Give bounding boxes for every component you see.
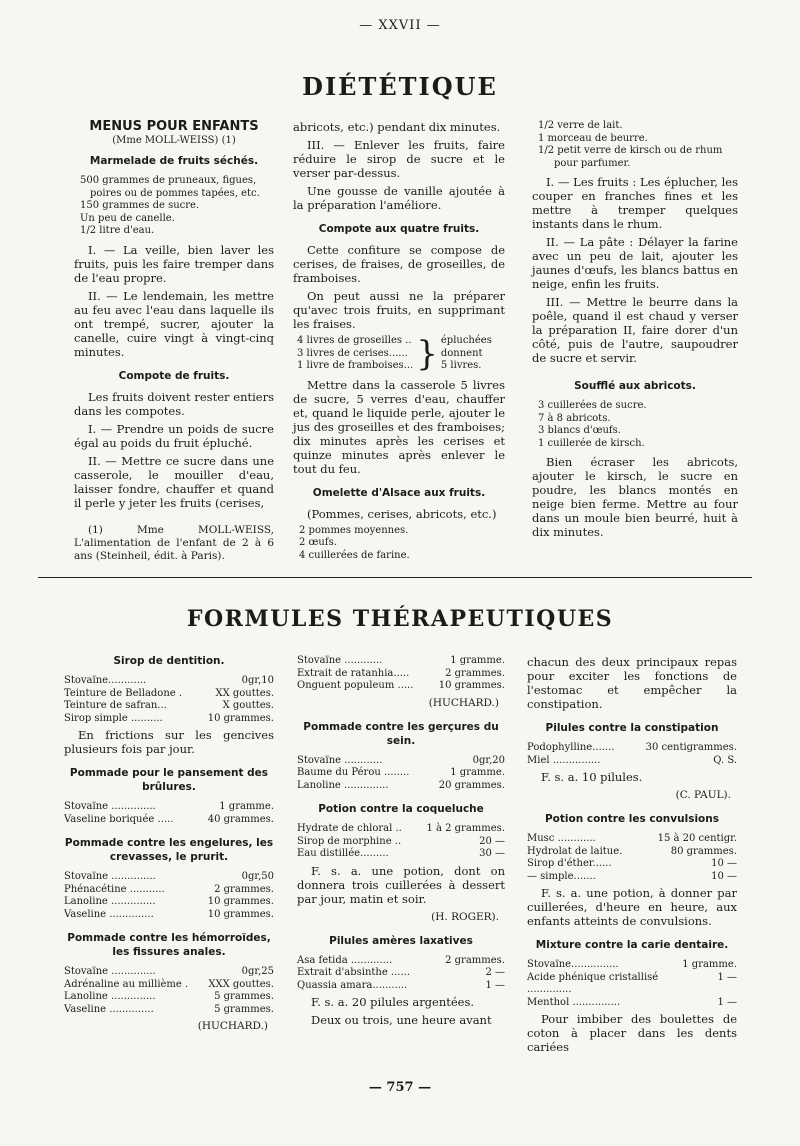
- formula-row: [297, 836, 505, 849]
- formula-row: [64, 713, 274, 726]
- formula-ingredient: Lanoline ..............: [64, 991, 156, 1002]
- top-formula: [297, 655, 505, 693]
- formula-quantity: 10 grammes.: [438, 680, 505, 691]
- ingredient: 1/2 verre de lait.: [538, 120, 623, 131]
- gercures-formula: [297, 755, 505, 793]
- menus-subtitle: (Mme MOLL-WEISS) (1): [112, 135, 236, 146]
- pilules-formula: [297, 955, 505, 993]
- formula-row: [64, 1004, 274, 1017]
- formula-ingredient: Sirop de morphine ..: [297, 835, 402, 847]
- formula-quantity: 2 grammes.: [445, 954, 505, 966]
- formules-title: FORMULES THÉRAPEUTIQUES: [186, 606, 614, 632]
- formula-quantity: 2 grammes.: [214, 883, 274, 895]
- formules-col-3: [527, 655, 737, 1058]
- formula-row: [64, 966, 274, 979]
- quatre-fruits-p2: On peut aussi ne la préparer qu'avec trois fruits, en supprimant les fraises.: [293, 289, 505, 331]
- marmelade-step-2: II. — Le lendemain, les mettre au feu avec l'eau dans laquelle ils ont trempé, sucrer, ajouter la canelle, cuire vingt à vingt-cinq minutes.: [74, 288, 274, 359]
- compote-step-3: III. — Enlever les fruits, faire réduire le sirop de sucre et le verser par-dessus.: [293, 138, 505, 180]
- formula-ingredient: Asa fetida .............: [297, 954, 393, 966]
- formula-row: [64, 814, 274, 827]
- formula-quantity: XXX gouttes.: [208, 978, 274, 990]
- formula-ingredient: Stovaïne...............: [527, 959, 619, 970]
- ingredient-note: 5 livres.: [440, 360, 482, 371]
- formula-ingredient: — simple.......: [527, 870, 596, 882]
- formula-row: [297, 780, 505, 793]
- dietetique-col-3: [532, 120, 738, 543]
- formula-quantity: 0gr,10: [241, 675, 274, 686]
- coqueluche-usage: F. s. a. une potion, dont on donnera trois cuillerées à dessert par jour, matin et soir.: [297, 863, 505, 906]
- ingredient: 1 morceau de beurre.: [538, 132, 648, 144]
- section-divider: [38, 577, 752, 578]
- menus-title: MENUS POUR ENFANTS: [89, 119, 259, 134]
- formula-quantity: 10 —: [711, 870, 737, 882]
- quatre-fruits-ingredients: [297, 335, 492, 373]
- constipation-signature: (C. PAUL).: [675, 789, 731, 801]
- formula-row: [527, 871, 737, 884]
- formula-ingredient: Stovaïne ............: [297, 754, 383, 766]
- coqueluche-signature: (H. ROGER).: [431, 910, 499, 923]
- formula-quantity: 1 —: [485, 979, 505, 991]
- formula-ingredient: Teinture de Belladone .: [64, 687, 183, 699]
- formula-ingredient: Stovaïne ..............: [64, 966, 156, 977]
- formula-quantity: 10 grammes.: [207, 712, 274, 724]
- ingredient: 7 à 8 abricots.: [538, 412, 611, 424]
- formula-ingredient: Onguent populeum .....: [297, 680, 414, 691]
- marmelade-ingredients: [80, 175, 274, 238]
- quatre-fruits-title: Compote aux quatre fruits.: [318, 223, 480, 235]
- formula-row: [297, 980, 505, 993]
- formula-row: [64, 871, 274, 884]
- formula-ingredient: Podophylline.......: [527, 742, 615, 753]
- formula-ingredient: Extrait d'absinthe ......: [297, 967, 411, 978]
- ingredient: Un peu de canelle.: [80, 212, 175, 224]
- pilules-usage-1: F. s. a. 20 pilules argentées.: [311, 995, 475, 1009]
- formula-quantity: 40 grammes.: [207, 813, 274, 825]
- formula-row: [527, 833, 737, 846]
- formula-ingredient: Phénacétine ...........: [64, 883, 165, 895]
- formula-row: [297, 767, 505, 780]
- dietetique-title: DIÉTÉTIQUE: [302, 72, 498, 101]
- constipation-title: Pilules contre la constipation: [545, 722, 719, 734]
- formula-row: [64, 979, 274, 992]
- formula-quantity: XX gouttes.: [215, 687, 274, 699]
- convulsions-title: Potion contre les convulsions: [544, 813, 719, 825]
- formula-row: [527, 997, 737, 1010]
- compote-continued: abricots, etc.) pendant dix minutes.: [293, 120, 501, 134]
- compote-step-1: I. — Prendre un poids de sucre égal au poids du fruit épluché.: [74, 421, 274, 450]
- formula-row: [297, 655, 505, 668]
- footnote: (1) Mme MOLL-WEISS, L'alimentation de l'enfant de 2 à 6 ans (Steinheil, édit. à Paris).: [74, 523, 274, 562]
- formula-ingredient: Lanoline ..............: [64, 896, 156, 907]
- formula-ingredient: Acide phénique cristallisé ..............: [527, 971, 659, 995]
- formula-row: [64, 801, 274, 814]
- page-roman-number: — XXVII —: [359, 18, 441, 33]
- formula-row: [527, 755, 737, 768]
- sirop-usage: En frictions sur les gencives plusieurs fois par jour.: [64, 728, 274, 756]
- formula-quantity: 5 grammes.: [214, 991, 274, 1002]
- compote-step-2: II. — Mettre ce sucre dans une casserole, le mouiller d'eau, laisser fondre, chauffer et quand il perle y jeter les fruits (cerises,: [74, 453, 274, 510]
- convulsions-usage: F. s. a. une potion, à donner par cuillerées, d'heure en heure, aux enfants atteints de convulsions.: [527, 886, 737, 928]
- omelette-ingredients: [299, 525, 505, 563]
- ingredient-note: donnent: [440, 347, 483, 359]
- marmelade-step-1: I. — La veille, bien laver les fruits, puis les faire tremper dans de l'eau propre.: [74, 242, 274, 285]
- formula-row: [297, 755, 505, 768]
- carie-usage: Pour imbiber des boulettes de coton à placer dans les dents cariées: [527, 1012, 737, 1054]
- formula-row: [297, 823, 505, 836]
- constipation-usage: F. s. a. 10 pilules.: [541, 770, 643, 784]
- formula-ingredient: Vaseline ..............: [64, 1003, 154, 1015]
- formula-row: [297, 680, 505, 693]
- formula-quantity: 10 grammes.: [207, 908, 274, 920]
- ingredient-note: épluchées: [440, 335, 492, 346]
- ingredient: 3 livres de cerises......: [297, 347, 408, 359]
- formula-row: [527, 972, 737, 997]
- ingredient: poires ou de pommes tapées, etc.: [90, 187, 260, 199]
- formula-row: [297, 955, 505, 968]
- formula-row: [297, 848, 505, 861]
- ingredient: 4 cuillerées de farine.: [299, 549, 410, 561]
- formula-quantity: X gouttes.: [222, 700, 274, 711]
- formula-row: [527, 858, 737, 871]
- ingredient: 500 grammes de pruneaux, figues,: [80, 175, 257, 186]
- top-signature: (HUCHARD.): [428, 696, 499, 709]
- formula-quantity: 1 gramme.: [450, 655, 505, 666]
- engelures-formula: [64, 871, 274, 921]
- souffle-ingredients: [538, 400, 738, 450]
- hemorroides-formula: [64, 966, 274, 1016]
- dietetique-col-1: [74, 120, 274, 567]
- formula-quantity: 1 —: [717, 971, 737, 983]
- formula-ingredient: Stovaïne............: [64, 675, 147, 686]
- formula-row: [297, 668, 505, 681]
- hemorroides-signature: (HUCHARD.): [197, 1020, 268, 1032]
- formula-ingredient: Menthol ...............: [527, 996, 621, 1008]
- ingredient: 2 œufs.: [299, 537, 337, 548]
- brulures-formula: [64, 801, 274, 826]
- formula-ingredient: Vaseline boriquée .....: [64, 813, 174, 825]
- formula-quantity: 10 grammes.: [207, 896, 274, 907]
- formula-row: [527, 846, 737, 859]
- marmelade-title: Marmelade de fruits séchés.: [89, 155, 259, 167]
- formula-ingredient: Sirop simple ..........: [64, 712, 163, 724]
- brace: }: [416, 333, 438, 374]
- formules-col-2: [297, 655, 505, 1031]
- formula-ingredient: Teinture de safran...: [64, 700, 167, 711]
- page-number: — 757 —: [368, 1080, 432, 1095]
- ingredient: 150 grammes de sucre.: [80, 200, 200, 211]
- formula-row: [64, 909, 274, 922]
- formula-quantity: 1 gramme.: [450, 767, 505, 778]
- formula-row: [297, 967, 505, 980]
- formula-quantity: 2 —: [485, 967, 505, 978]
- sirop-title: Sirop de dentition.: [113, 655, 225, 667]
- pilules-usage-continued: chacun des deux principaux repas pour exciter les fonctions de l'estomac et empêcher la constipation.: [527, 655, 737, 711]
- ingredient: 1 livre de framboises...: [297, 360, 414, 371]
- formula-ingredient: Lanoline ..............: [297, 779, 389, 791]
- carie-title: Mixture contre la carie dentaire.: [535, 939, 729, 951]
- formula-quantity: 2 grammes.: [445, 667, 505, 679]
- gercures-title: Pommade contre les gerçures du sein.: [303, 720, 499, 747]
- omelette-step-3: III. — Mettre le beurre dans la poêle, quand il est chaud y verser la préparation II, faire dorer d'un côté, puis de l'autre, saupoudrer de sucre et servir.: [532, 295, 738, 365]
- quatre-fruits-p3: Mettre dans la casserole 5 livres de sucre, 5 verres d'eau, chauffer et, quand le liquide perle, ajouter le jus des groseilles et des framboises; dix minutes après les cerises et quinze minutes après enlever le tout du feu.: [293, 377, 505, 476]
- formula-quantity: 30 —: [479, 848, 505, 859]
- formula-quantity: 0gr,25: [241, 966, 274, 977]
- ingredient: 1/2 litre d'eau.: [80, 225, 155, 236]
- formula-row: [64, 675, 274, 688]
- quatre-fruits-p1: Cette confiture se compose de cerises, de fraises, de groseilles, de framboises.: [293, 243, 505, 285]
- formula-quantity: 15 à 20 centigr.: [657, 833, 737, 844]
- souffle-method: Bien écraser les abricots, ajouter le kirsch, le sucre en poudre, les blancs montés en neige bien ferme. Mettre au four dans un moule bien beurré, huit à dix minutes.: [532, 455, 738, 539]
- formula-row: [64, 688, 274, 701]
- formula-ingredient: Hydrate de chloral ..: [297, 823, 402, 834]
- formula-ingredient: Extrait de ratanhia.....: [297, 667, 410, 679]
- formula-ingredient: Eau distillée.........: [297, 848, 389, 859]
- formula-quantity: 1 gramme.: [219, 801, 274, 812]
- constipation-formula: [527, 742, 737, 767]
- formula-ingredient: Adrénaline au millième .: [64, 978, 189, 990]
- carie-formula: [527, 959, 737, 1009]
- ingredient: 3 blancs d'œufs.: [538, 425, 621, 436]
- coqueluche-formula: [297, 823, 505, 861]
- formula-ingredient: Stovaïne ..............: [64, 801, 156, 812]
- coqueluche-title: Potion contre la coqueluche: [318, 803, 484, 815]
- formula-ingredient: Miel ...............: [527, 754, 601, 766]
- ingredient: 2 pommes moyennes.: [299, 524, 409, 536]
- formula-ingredient: Musc ............: [527, 833, 596, 844]
- formula-quantity: 1 à 2 grammes.: [426, 823, 505, 834]
- formula-quantity: 30 centigrammes.: [645, 742, 737, 753]
- formula-ingredient: Hydrolat de laitue.: [527, 845, 623, 857]
- formula-ingredient: Quassia amara...........: [297, 979, 408, 991]
- omelette-title: Omelette d'Alsace aux fruits.: [312, 486, 486, 499]
- compote-note: Une gousse de vanille ajoutée à la préparation l'améliore.: [293, 184, 505, 212]
- convulsions-formula: [527, 833, 737, 883]
- pilules-usage-2: Deux ou trois, une heure avant: [311, 1013, 492, 1027]
- omelette-subtitle: (Pommes, cerises, abricots, etc.): [307, 506, 497, 521]
- formula-row: [64, 896, 274, 909]
- formula-quantity: 5 grammes.: [214, 1003, 274, 1015]
- formula-row: [527, 959, 737, 972]
- ingredient: 3 cuillerées de sucre.: [538, 400, 647, 411]
- formula-quantity: 10 —: [711, 858, 737, 869]
- formula-quantity: 0gr,50: [241, 871, 274, 882]
- formula-quantity: 1 —: [717, 996, 737, 1008]
- souffle-title: Soufflé aux abricots.: [574, 380, 696, 392]
- formula-row: [64, 700, 274, 713]
- formula-quantity: 20 —: [479, 835, 505, 847]
- compote-title: Compote de fruits.: [118, 369, 230, 382]
- engelures-title: Pommade contre les engelures, les crevasses, le prurit.: [64, 837, 274, 863]
- formula-row: [64, 991, 274, 1004]
- ingredient: 1/2 petit verre de kirsch ou de rhum: [538, 145, 723, 156]
- ingredient: 4 livres de groseilles ..: [297, 335, 412, 346]
- formula-ingredient: Baume du Pérou ........: [297, 767, 410, 778]
- formules-col-1: [64, 650, 274, 1037]
- ingredient: pour parfumer.: [554, 157, 631, 169]
- formula-row: [527, 742, 737, 755]
- ingredient: 1 cuillerée de kirsch.: [538, 437, 645, 449]
- formula-quantity: Q. S.: [713, 754, 737, 766]
- formula-row: [64, 884, 274, 897]
- omelette-step-1: I. — Les fruits : Les éplucher, les couper en franches fines et les mettre à tremper quelques instants dans le rhum.: [532, 175, 738, 231]
- formula-quantity: 0gr,20: [472, 754, 505, 766]
- formula-ingredient: Sirop d'éther......: [527, 858, 612, 869]
- dietetique-col-2: [293, 120, 505, 567]
- formula-quantity: 1 gramme.: [682, 959, 737, 970]
- formula-quantity: 20 grammes.: [438, 779, 505, 791]
- formula-quantity: 80 grammes.: [670, 845, 737, 857]
- sirop-formula: [64, 675, 274, 725]
- omelette-step-2: II. — La pâte : Délayer la farine avec un peu de lait, ajouter les jaunes d'œufs, les blancs battus en neige, enfin les fruits.: [532, 235, 738, 291]
- compote-intro: Les fruits doivent rester entiers dans les compotes.: [74, 389, 274, 418]
- hemorroides-title: Pommade contre les hémorroïdes, les fissures anales.: [67, 932, 271, 958]
- omelette-ingredients-continued: [538, 120, 738, 170]
- pilules-title: Pilules amères laxatives: [329, 934, 473, 947]
- formula-ingredient: Stovaïne ............: [297, 655, 383, 666]
- formula-ingredient: Vaseline ..............: [64, 908, 154, 920]
- brulures-title: Pommade pour le pansement des brûlures.: [69, 767, 269, 793]
- formula-ingredient: Stovaïne ..............: [64, 871, 156, 882]
